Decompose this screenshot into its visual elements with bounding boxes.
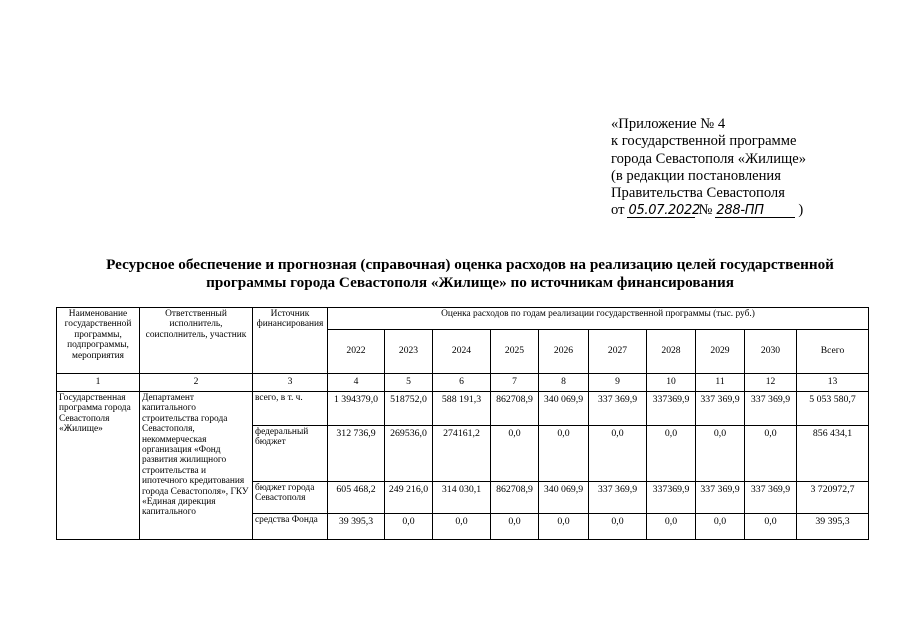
appendix-line-3: города Севастополя «Жилище» — [611, 150, 807, 167]
value-cell: 0,0 — [647, 514, 696, 540]
index-cell: 9 — [589, 374, 647, 392]
value-cell: 0,0 — [491, 426, 539, 482]
col-header-name: Наименование государственной программы, подпрограммы, мероприятия — [57, 308, 140, 374]
year-header: 2030 — [745, 330, 797, 374]
appendix-line-5: Правительства Севастополя — [611, 185, 785, 202]
value-cell: 337369,9 — [647, 482, 696, 514]
col-header-executor: Ответственный исполнитель, соисполнитель, участник — [140, 308, 253, 374]
year-header: 2028 — [647, 330, 696, 374]
index-cell: 4 — [328, 374, 385, 392]
source-cell: всего, в т. ч. — [253, 392, 328, 426]
total-cell: 856 434,1 — [797, 426, 869, 482]
source-cell: федеральный бюджет — [253, 426, 328, 482]
value-cell: 0,0 — [589, 426, 647, 482]
value-cell: 340 069,9 — [539, 392, 589, 426]
appendix-line-2: к государственной программе — [611, 133, 797, 150]
handwritten-date: 05.07.2022 — [628, 203, 700, 219]
total-header: Всего — [797, 330, 869, 374]
value-cell: 269536,0 — [385, 426, 433, 482]
value-cell: 862708,9 — [491, 392, 539, 426]
index-cell: 3 — [253, 374, 328, 392]
value-cell: 337 369,9 — [696, 482, 745, 514]
source-cell: бюджет города Севастополя — [253, 482, 328, 514]
handwritten-number: 288-ПП — [715, 204, 795, 218]
index-cell: 13 — [797, 374, 869, 392]
year-header: 2022 — [328, 330, 385, 374]
total-cell: 5 053 580,7 — [797, 392, 869, 426]
value-cell: 518752,0 — [385, 392, 433, 426]
table-row — [57, 392, 869, 426]
index-cell: 7 — [491, 374, 539, 392]
year-header: 2023 — [385, 330, 433, 374]
value-cell: 314 030,1 — [433, 482, 491, 514]
value-cell: 340 069,9 — [539, 482, 589, 514]
total-cell: 39 395,3 — [797, 514, 869, 540]
value-cell: 0,0 — [696, 426, 745, 482]
value-cell: 1 394379,0 — [328, 392, 385, 426]
value-cell: 312 736,9 — [328, 426, 385, 482]
document-title — [60, 256, 880, 291]
value-cell: 0,0 — [433, 514, 491, 540]
value-cell: 605 468,2 — [328, 482, 385, 514]
value-cell: 274161,2 — [433, 426, 491, 482]
value-cell: 588 191,3 — [433, 392, 491, 426]
number-sign: № — [698, 202, 713, 219]
funding-table — [56, 307, 869, 540]
value-cell: 337 369,9 — [745, 482, 797, 514]
index-cell: 6 — [433, 374, 491, 392]
value-cell: 337369,9 — [647, 392, 696, 426]
total-cell: 3 720972,7 — [797, 482, 869, 514]
index-cell: 12 — [745, 374, 797, 392]
value-cell: 0,0 — [539, 426, 589, 482]
year-header: 2026 — [539, 330, 589, 374]
appendix-line-4: (в редакции постановления — [611, 167, 781, 184]
value-cell: 0,0 — [539, 514, 589, 540]
value-cell: 0,0 — [647, 426, 696, 482]
value-cell: 0,0 — [385, 514, 433, 540]
title-line-1: Ресурсное обеспечение и прогнозная (справочная) оценка расходов на реализацию целей государственной — [106, 256, 834, 273]
value-cell: 337 369,9 — [745, 392, 797, 426]
appendix-line-1: «Приложение № 4 — [611, 116, 726, 132]
index-cell: 10 — [647, 374, 696, 392]
value-cell: 39 395,3 — [328, 514, 385, 540]
index-row — [57, 374, 869, 392]
year-header: 2024 — [433, 330, 491, 374]
close-paren: ) — [798, 202, 804, 219]
year-header: 2025 — [491, 330, 539, 374]
index-cell: 8 — [539, 374, 589, 392]
program-name-cell: Государственная программа города Севастополя «Жилище» — [57, 392, 140, 540]
value-cell: 862708,9 — [491, 482, 539, 514]
year-header: 2029 — [696, 330, 745, 374]
appendix-reference-line — [611, 202, 806, 219]
header-row-1 — [57, 308, 869, 330]
appendix-block — [611, 116, 806, 220]
index-cell: 5 — [385, 374, 433, 392]
title-line-2: программы города Севастополя «Жилище» по источникам финансирования — [206, 273, 734, 291]
source-cell: средства Фонда — [253, 514, 328, 540]
value-cell: 0,0 — [589, 514, 647, 540]
value-cell: 0,0 — [745, 514, 797, 540]
value-cell: 337 369,9 — [589, 392, 647, 426]
executor-cell: Департамент капитального строительства города Севастополя, некоммерческая организация «Фонд развития жилищного строительства и ипотечного кредитования города Севастополя», ГКУ «Единая дирекция капитального — [140, 392, 253, 540]
value-cell: 0,0 — [491, 514, 539, 540]
index-cell: 2 — [140, 374, 253, 392]
index-cell: 11 — [696, 374, 745, 392]
col-header-source: Источник финансирования — [253, 308, 328, 374]
value-cell: 249 216,0 — [385, 482, 433, 514]
value-cell: 337 369,9 — [696, 392, 745, 426]
year-header: 2027 — [589, 330, 647, 374]
value-cell: 0,0 — [745, 426, 797, 482]
value-cell: 337 369,9 — [589, 482, 647, 514]
value-cell: 0,0 — [696, 514, 745, 540]
index-cell: 1 — [57, 374, 140, 392]
col-header-estimate: Оценка расходов по годам реализации государственной программы (тыс. руб.) — [328, 308, 869, 330]
from-label: от — [611, 202, 625, 219]
